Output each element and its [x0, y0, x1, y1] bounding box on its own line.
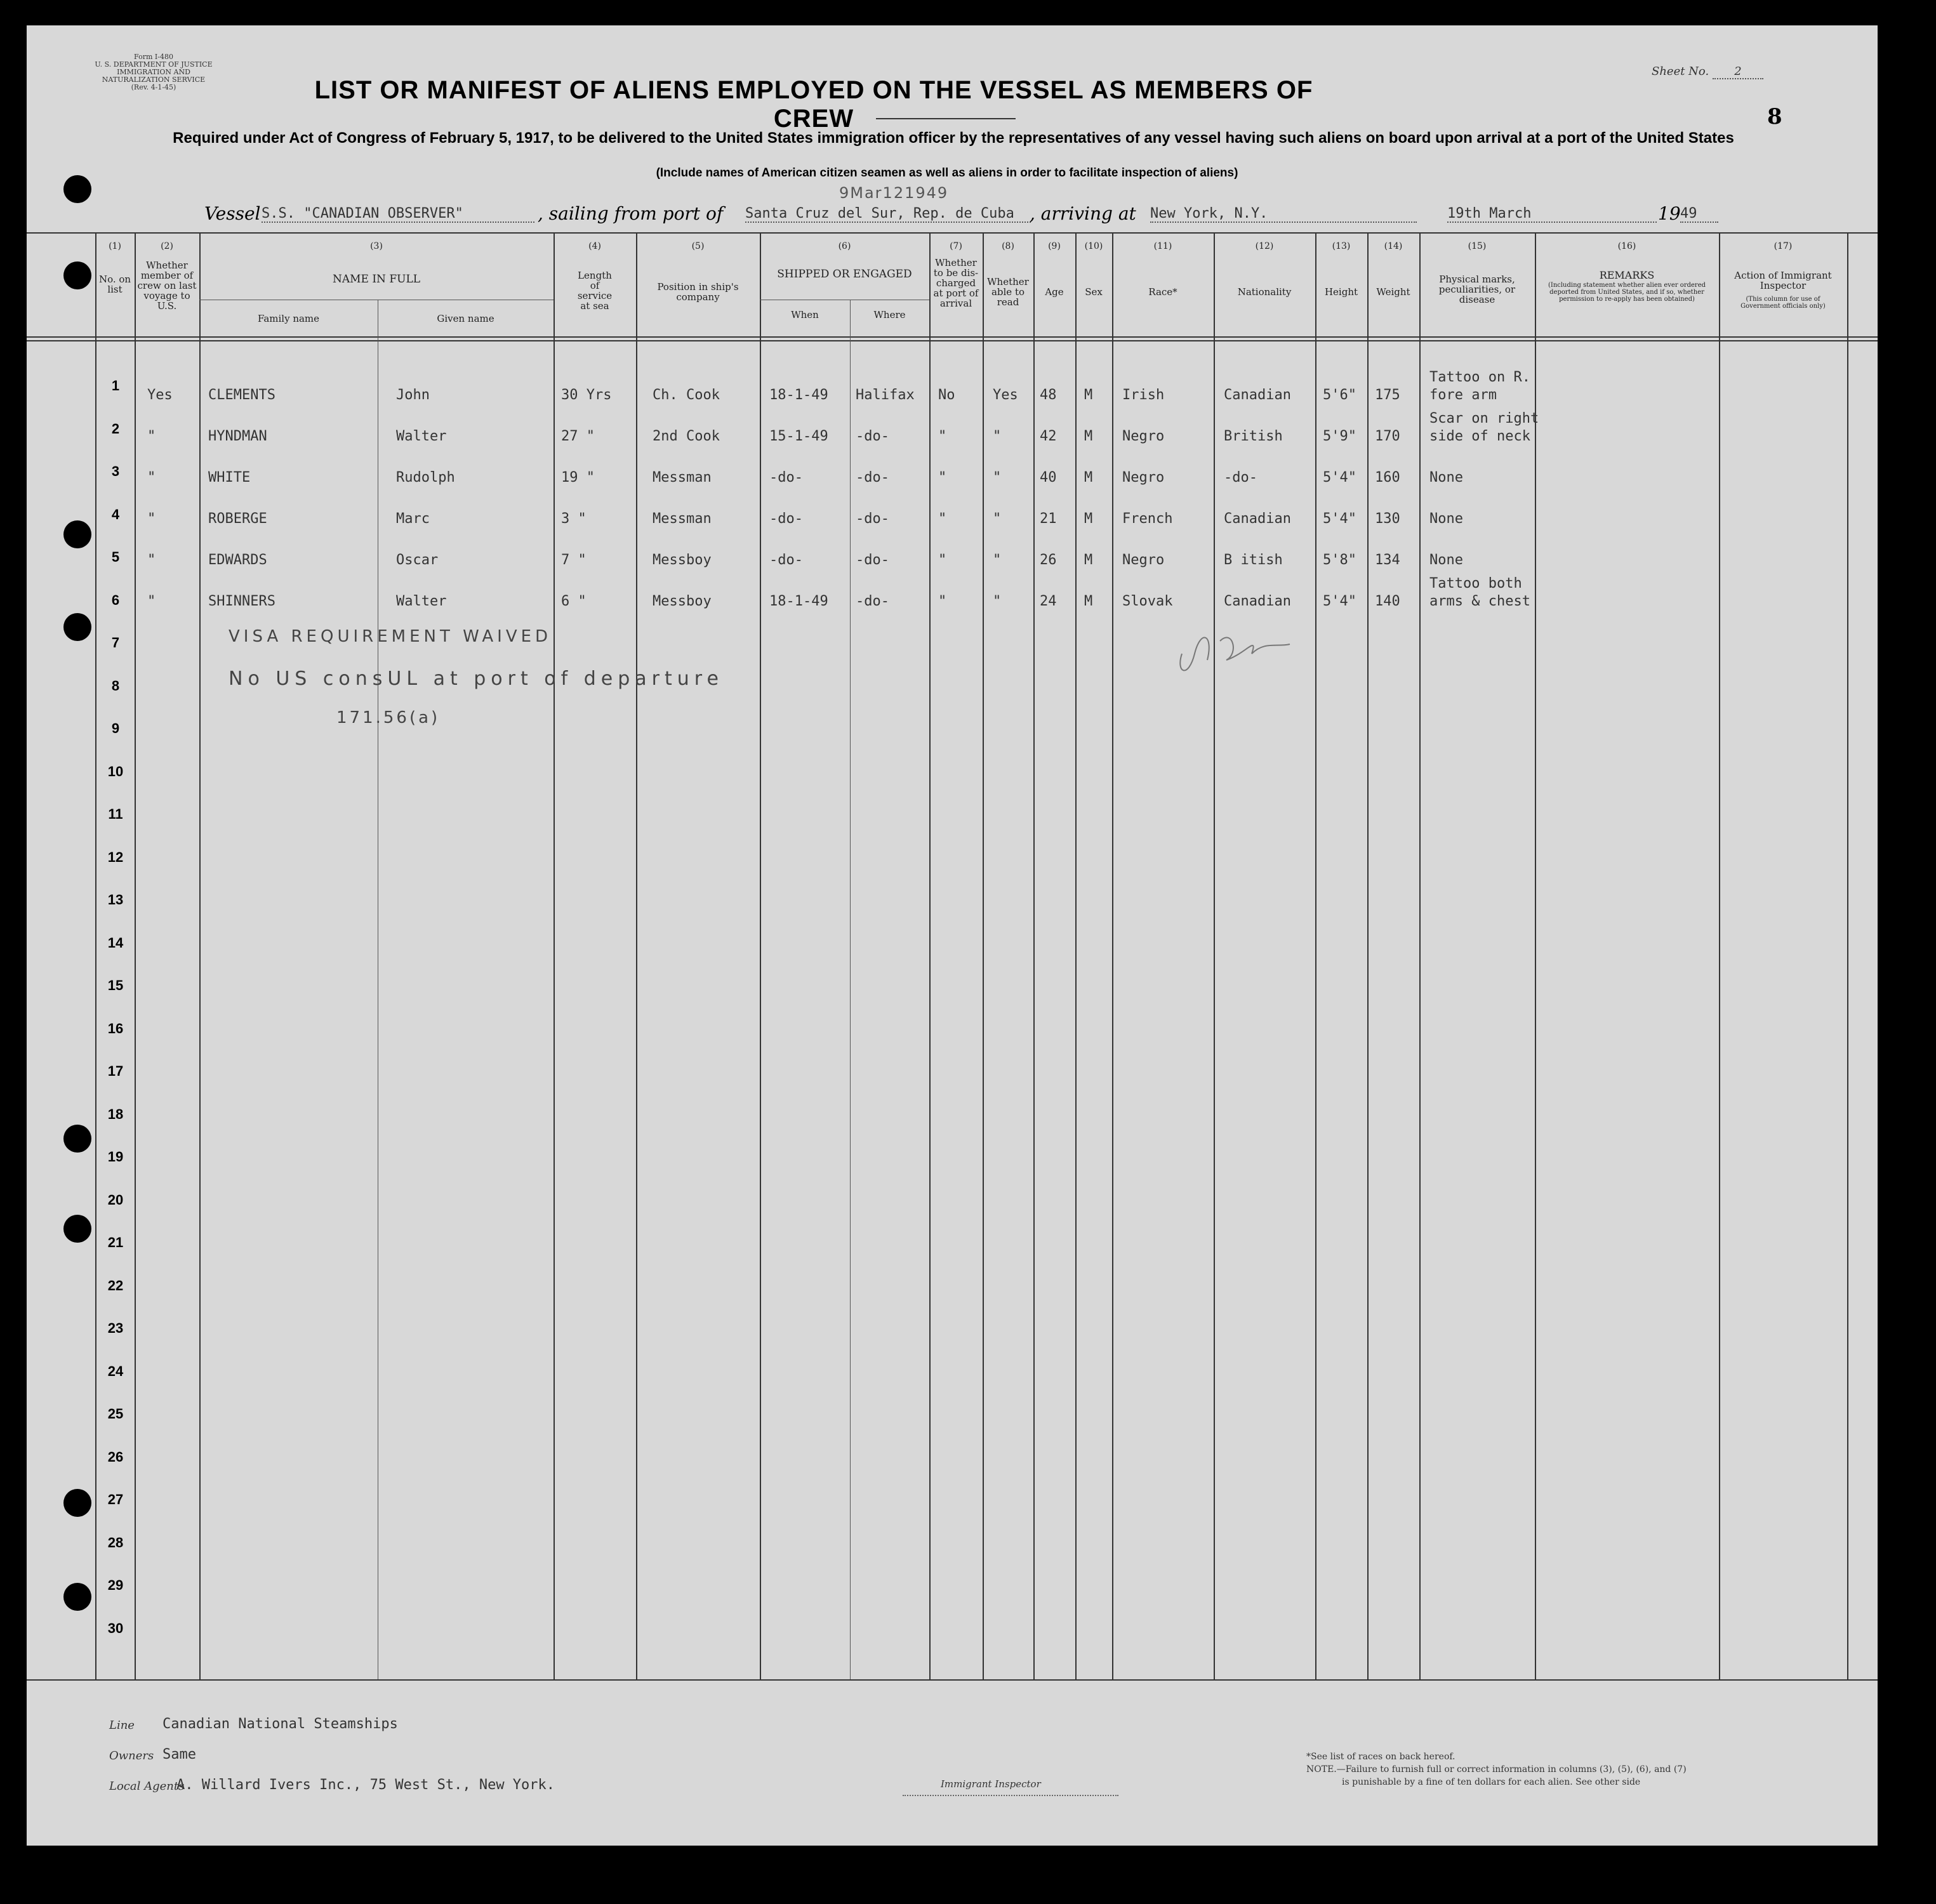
row-number: 30 [107, 1620, 124, 1636]
punch-hole [63, 1489, 91, 1517]
age: 26 [1040, 552, 1057, 568]
family-name-header: Family name [257, 313, 320, 324]
col2-number: (2) [161, 241, 173, 251]
col9-number: (9) [1048, 241, 1061, 251]
sex: M [1084, 470, 1093, 486]
age: 24 [1040, 593, 1057, 609]
no-consul-note: No US consUL at port of departure [229, 668, 724, 690]
row-number: 8 [111, 677, 120, 694]
physical-marks: Tattoo on R. [1429, 369, 1530, 385]
owners-value: Same [162, 1747, 196, 1762]
col5-header: Position in ship's company [657, 281, 739, 303]
inspector-label: Immigrant Inspector [941, 1778, 1041, 1790]
row-number: 19 [107, 1149, 124, 1165]
col3-header: NAME IN FULL [332, 273, 421, 286]
shipped-when: 18-1-49 [769, 387, 828, 403]
col5-number: (5) [691, 241, 705, 251]
nationality: Canadian [1224, 511, 1291, 527]
row-number: 24 [107, 1363, 124, 1379]
col16-number: (16) [1617, 241, 1636, 251]
physical-marks-continued: fore arm [1429, 387, 1497, 403]
row-number: 10 [107, 763, 124, 779]
nationality: British [1224, 428, 1283, 444]
family-name: SHINNERS [208, 593, 275, 609]
inspector-signature [1163, 616, 1303, 685]
col-divider [1719, 232, 1720, 1679]
weight: 134 [1375, 552, 1400, 568]
shipped-where: -do- [856, 552, 889, 568]
form-identifier [90, 53, 217, 91]
shipped-when: 15-1-49 [769, 428, 828, 444]
col11-number: (11) [1153, 241, 1172, 251]
col-divider [1419, 232, 1421, 1679]
discharge-status: " [938, 428, 947, 444]
table-top-border [27, 232, 1878, 234]
weight: 140 [1375, 593, 1400, 609]
crew-previous-voyage: Yes [147, 387, 173, 403]
col4-header: Length of service at sea [577, 270, 613, 312]
height: 5'4" [1323, 511, 1356, 527]
row-number: 13 [107, 892, 124, 908]
agents-label: Local Agents [109, 1780, 185, 1793]
able-to-read: " [993, 552, 1002, 568]
discharge-status: " [938, 470, 947, 486]
col7-number: (7) [950, 241, 962, 251]
col-divider [554, 232, 555, 1679]
col-divider [1112, 232, 1113, 1679]
sheet-number: 2 [1713, 65, 1763, 79]
col17-subheader: (This column for use of Government officials only) [1740, 296, 1826, 310]
inspector-signature-line [903, 1795, 1118, 1797]
shipped-where: -do- [856, 428, 889, 444]
able-to-read: " [993, 511, 1002, 527]
length-of-service: 27 " [561, 428, 595, 444]
discharge-status: " [938, 511, 947, 527]
agents-value: A. Willard Ivers Inc., 75 West St., New York. [176, 1777, 555, 1793]
requirement-text: Required under Act of Congress of February 5, 1917, to be delivered to the United States immigration officer by the representatives of any vessel having such aliens on board upon arrival at a port of the United States [173, 129, 1734, 147]
col-divider [1315, 232, 1316, 1679]
row-number: 17 [107, 1063, 124, 1079]
arriving-label: , arriving at [1030, 203, 1136, 224]
col13-header: Height [1324, 286, 1358, 298]
col15-header: Physical marks, peculiarities, or disease [1438, 274, 1516, 305]
row-number: 21 [107, 1234, 124, 1250]
manifest-sheet [27, 25, 1878, 1846]
departure-port: Santa Cruz del Sur, Rep. de Cuba [745, 206, 1031, 223]
row-number: 5 [111, 549, 120, 565]
physical-marks-continued: arms & chest [1429, 593, 1530, 609]
regulation-note: 171.56(a) [336, 708, 441, 727]
vessel-name: S.S. "CANADIAN OBSERVER" [262, 206, 534, 223]
form-department: U. S. DEPARTMENT OF JUSTICE [95, 60, 213, 69]
ship-position: 2nd Cook [653, 428, 720, 444]
shipped-where: Halifax [856, 387, 915, 403]
row-number: 1 [111, 378, 120, 393]
able-to-read: Yes [993, 387, 1018, 403]
row-number: 27 [107, 1491, 124, 1507]
col16-subheader: (Including statement whether alien ever ordered deported from United States, and if so, whether permission to re-apply has been obtained) [1548, 282, 1706, 303]
race: Slovak [1122, 593, 1173, 609]
punch-hole [63, 613, 91, 641]
height: 5'9" [1323, 428, 1356, 444]
header-bottom-border [27, 336, 1878, 338]
punch-hole [63, 1125, 91, 1153]
punch-hole [63, 175, 91, 203]
family-name: CLEMENTS [208, 387, 275, 403]
title-rule [876, 118, 1016, 119]
crew-previous-voyage: " [147, 593, 156, 609]
punch-hole [63, 1215, 91, 1243]
family-name: EDWARDS [208, 552, 267, 568]
crew-previous-voyage: " [147, 511, 156, 527]
col13-number: (13) [1332, 241, 1351, 251]
col6-header: SHIPPED OR ENGAGED [777, 268, 912, 281]
crew-previous-voyage: " [147, 552, 156, 568]
col-divider [929, 232, 931, 1679]
length-of-service: 7 " [561, 552, 587, 568]
penalty-note: NOTE.—Failure to furnish full or correct information in columns (3), (5), (6), and (7) [1306, 1764, 1687, 1775]
arrival-year: 49 [1680, 206, 1718, 223]
col14-number: (14) [1384, 241, 1403, 251]
row-number: 11 [108, 806, 123, 822]
family-name: WHITE [208, 470, 251, 486]
weight: 170 [1375, 428, 1400, 444]
col-divider [636, 232, 637, 1679]
form-revision: (Rev. 4-1-45) [131, 83, 176, 91]
vessel-label: Vessel [204, 203, 261, 224]
ship-position: Messboy [653, 593, 712, 609]
header-bottom-border-2 [27, 340, 1878, 341]
age: 21 [1040, 511, 1057, 527]
family-name: ROBERGE [208, 511, 267, 527]
ship-position: Ch. Cook [653, 387, 720, 403]
length-of-service: 3 " [561, 511, 587, 527]
col-divider [1075, 232, 1077, 1679]
col-divider [1214, 232, 1215, 1679]
physical-marks: None [1429, 552, 1463, 568]
sex: M [1084, 593, 1093, 609]
col12-header: Nationality [1237, 286, 1292, 298]
row-number: 25 [107, 1406, 124, 1422]
row-number: 3 [111, 463, 120, 479]
row-number: 20 [107, 1191, 124, 1208]
height: 5'4" [1323, 470, 1356, 486]
race: Negro [1122, 428, 1165, 444]
punch-hole [63, 261, 91, 289]
family-name: HYNDMAN [208, 428, 267, 444]
col10-number: (10) [1084, 241, 1103, 251]
shipped-when: -do- [769, 552, 803, 568]
col-divider [1847, 232, 1848, 1679]
page-title: LIST OR MANIFEST OF ALIENS EMPLOYED ON THE VESSEL AS MEMBERS OF CREW [314, 76, 1313, 133]
height: 5'8" [1323, 552, 1356, 568]
crew-previous-voyage: " [147, 428, 156, 444]
length-of-service: 6 " [561, 593, 587, 609]
length-of-service: 19 " [561, 470, 595, 486]
crew-previous-voyage: " [147, 470, 156, 486]
col4-number: (4) [588, 241, 601, 251]
given-name: Oscar [396, 552, 439, 568]
year-prefix: 19 [1658, 203, 1681, 224]
nationality: Canadian [1224, 593, 1291, 609]
weight: 130 [1375, 511, 1400, 527]
line-label: Line [109, 1719, 135, 1732]
row-number: 4 [111, 506, 120, 522]
col1-header: No. on list [98, 274, 131, 295]
col-divider [1367, 232, 1369, 1679]
col8-header: Whether able to read [987, 276, 1029, 308]
row-number: 16 [107, 1020, 124, 1036]
weight: 175 [1375, 387, 1400, 403]
sheet-label: Sheet No. [1652, 65, 1709, 78]
sex: M [1084, 511, 1093, 527]
col-divider [760, 232, 761, 1679]
col6-number: (6) [838, 241, 851, 251]
col11-header: Race* [1148, 286, 1177, 298]
row-number: 9 [111, 720, 120, 736]
col-divider [850, 300, 851, 1679]
races-footnote: *See list of races on back hereof. [1306, 1752, 1455, 1762]
given-name: Marc [396, 511, 430, 527]
visa-waived-note: VISA REQUIREMENT WAIVED [229, 627, 552, 646]
physical-marks-continued: side of neck [1429, 428, 1530, 444]
arrival-port: New York, N.Y. [1150, 206, 1417, 223]
race: Irish [1122, 387, 1165, 403]
nationality: B itish [1224, 552, 1283, 568]
line-value: Canadian National Steamships [162, 1716, 398, 1732]
row-number: 29 [107, 1577, 124, 1593]
physical-marks: Tattoo both [1429, 576, 1522, 592]
age: 48 [1040, 387, 1057, 403]
given-name-header: Given name [437, 313, 494, 324]
shipped-when: -do- [769, 470, 803, 486]
col-divider [1033, 232, 1035, 1679]
height: 5'4" [1323, 593, 1356, 609]
row-number: 18 [107, 1106, 124, 1122]
col-divider [983, 232, 984, 1679]
race: Negro [1122, 552, 1165, 568]
race: French [1122, 511, 1173, 527]
age: 40 [1040, 470, 1057, 486]
owners-label: Owners [109, 1749, 154, 1762]
given-name: Walter [396, 428, 447, 444]
physical-marks: None [1429, 470, 1463, 486]
shipped-when: 18-1-49 [769, 593, 828, 609]
race: Negro [1122, 470, 1165, 486]
physical-marks: None [1429, 511, 1463, 527]
row-number: 15 [107, 977, 124, 993]
row-number: 26 [107, 1448, 124, 1465]
include-note: (Include names of American citizen seamen as well as aliens in order to facilitate inspection of aliens) [656, 166, 1238, 180]
col17-number: (17) [1774, 241, 1793, 251]
col14-header: Weight [1376, 286, 1410, 298]
row-number: 23 [107, 1320, 124, 1336]
col8-number: (8) [1002, 241, 1014, 251]
sex: M [1084, 387, 1093, 403]
form-service: IMMIGRATION AND NATURALIZATION SERVICE [102, 68, 206, 84]
form-number: Form I-480 [134, 53, 173, 61]
shipped-where: -do- [856, 593, 889, 609]
sex: M [1084, 552, 1093, 568]
penalty-note-2: is punishable by a fine of ten dollars for each alien. See other side [1342, 1777, 1641, 1787]
col1-number: (1) [109, 241, 121, 251]
row-number: 12 [107, 849, 124, 865]
col-divider [1535, 232, 1536, 1679]
vessel-line [204, 203, 1728, 228]
discharge-status: No [938, 387, 955, 403]
given-name: John [396, 387, 430, 403]
able-to-read: " [993, 470, 1002, 486]
ship-position: Messman [653, 511, 712, 527]
able-to-read: " [993, 428, 1002, 444]
col-divider [135, 232, 136, 1679]
page-number: 8 [1767, 104, 1782, 129]
shipped-where: -do- [856, 470, 889, 486]
given-name: Rudolph [396, 470, 455, 486]
col3-number: (3) [370, 241, 383, 251]
arrival-date: 19th March [1447, 206, 1657, 223]
received-stamp: 9Mar121949 [839, 184, 949, 202]
when-header: When [791, 309, 819, 321]
table-bottom-border [27, 1679, 1878, 1681]
shipped-when: -do- [769, 511, 803, 527]
col-divider [199, 232, 201, 1679]
where-header: Where [873, 309, 906, 321]
sex: M [1084, 428, 1093, 444]
row-number: 22 [107, 1277, 124, 1293]
height: 5'6" [1323, 387, 1356, 403]
col9-header: Age [1045, 286, 1064, 298]
row-number: 14 [107, 934, 124, 951]
age: 42 [1040, 428, 1057, 444]
col2-header: Whether member of crew on last voyage to U.S. [137, 260, 197, 312]
col7-header: Whether to be dis-charged at port of arrival [933, 257, 979, 309]
col10-header: Sex [1085, 286, 1103, 298]
ship-position: Messboy [653, 552, 712, 568]
shipped-where: -do- [856, 511, 889, 527]
sailing-label: , sailing from port of [538, 203, 724, 224]
row-number: 28 [107, 1534, 124, 1550]
discharge-status: " [938, 552, 947, 568]
col12-number: (12) [1255, 241, 1274, 251]
weight: 160 [1375, 470, 1400, 486]
given-name: Walter [396, 593, 447, 609]
able-to-read: " [993, 593, 1002, 609]
row-number: 7 [111, 635, 120, 651]
sheet-number-field [1652, 65, 1763, 79]
physical-marks: Scar on right [1429, 411, 1539, 426]
punch-hole [63, 520, 91, 548]
nationality: Canadian [1224, 387, 1291, 403]
punch-hole [63, 1583, 91, 1611]
col17-header: Action of Immigrant Inspector [1734, 270, 1832, 291]
length-of-service: 30 Yrs [561, 387, 612, 403]
discharge-status: " [938, 593, 947, 609]
ship-position: Messman [653, 470, 712, 486]
row-number: 2 [111, 420, 120, 437]
col16-header: REMARKS [1599, 269, 1655, 281]
col15-number: (15) [1468, 241, 1487, 251]
nationality: -do- [1224, 470, 1257, 486]
row-number: 6 [111, 592, 120, 608]
